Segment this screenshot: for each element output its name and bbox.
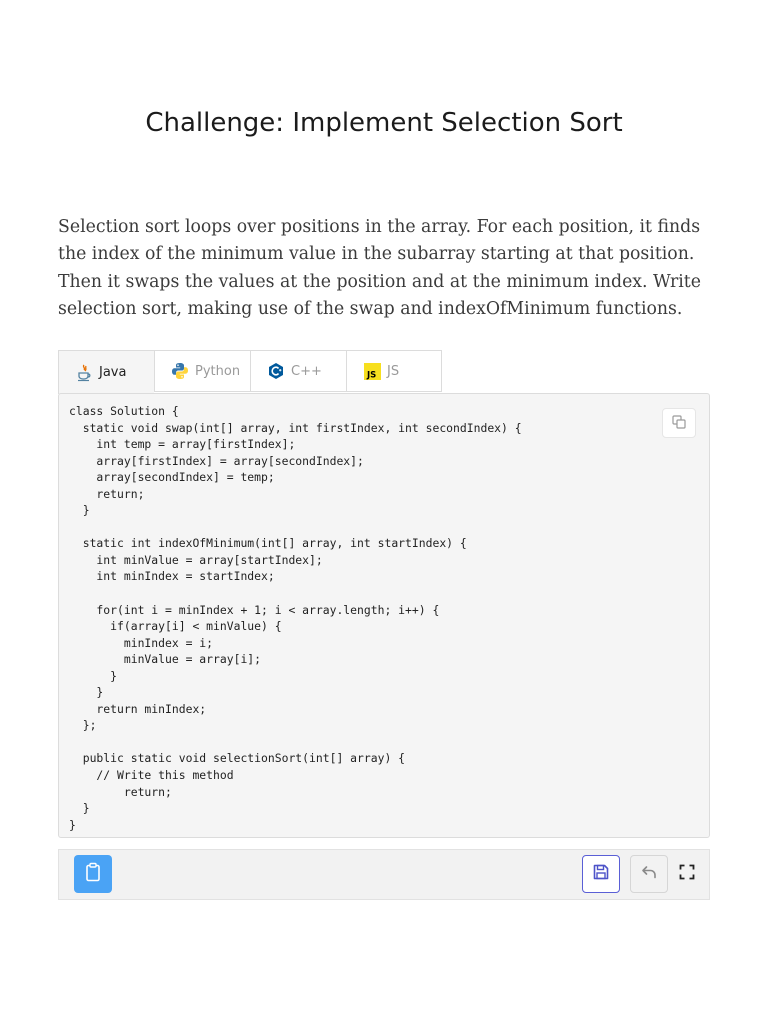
cpp-icon <box>267 362 285 380</box>
python-icon <box>171 362 189 380</box>
undo-button[interactable] <box>630 855 668 893</box>
tab-js[interactable] <box>346 350 442 392</box>
svg-text:JS: JS <box>366 370 376 380</box>
undo-icon <box>640 863 658 885</box>
copy-button[interactable] <box>662 408 696 438</box>
tab-python[interactable] <box>154 350 250 392</box>
clipboard-button[interactable] <box>74 855 112 893</box>
editor-toolbar <box>58 849 710 900</box>
save-icon <box>592 863 610 885</box>
code-text[interactable]: class Solution { static void swap(int[] array, int firstIndex, int secondIndex) { int temp = array[firstIndex]; array[firstIndex] = array[secondIndex]; array[secondIndex] = temp; return; } static int indexOfMinimum(int[] array, int startIndex) { int minValue = array[startIndex]; int minIndex = startIndex; for(int i = minIndex + 1; i < array.length; i++) { if(array[i] < minValue) { minIndex = i; minValue = array[i]; } } return minIndex; }; public static void selectionSort(int[] array) { // Write this method return; } } <box>69 404 522 832</box>
java-icon <box>75 364 93 382</box>
tab-label: Java <box>99 365 127 380</box>
page-title: Challenge: Implement Selection Sort <box>145 108 623 138</box>
challenge-description: Selection sort loops over positions in the array. For each position, it finds the index of the minimum value in the subarray starting at that position. Then it swaps the values at the position and at the minimum index. Write selection sort, making use of the swap and indexOfMinimum functions. <box>58 217 701 319</box>
tab-label: C++ <box>291 363 322 379</box>
language-tabs <box>58 350 442 394</box>
tab-java[interactable] <box>58 350 154 394</box>
tab-label: JS <box>387 363 400 379</box>
clipboard-icon <box>84 862 102 886</box>
fullscreen-icon <box>679 864 695 884</box>
tab-cpp[interactable] <box>250 350 346 392</box>
tab-label: Python <box>195 363 241 379</box>
code-editor[interactable] <box>58 393 710 838</box>
copy-icon <box>672 414 686 433</box>
js-icon <box>363 362 381 380</box>
fullscreen-button[interactable] <box>668 855 706 893</box>
save-button[interactable] <box>582 855 620 893</box>
